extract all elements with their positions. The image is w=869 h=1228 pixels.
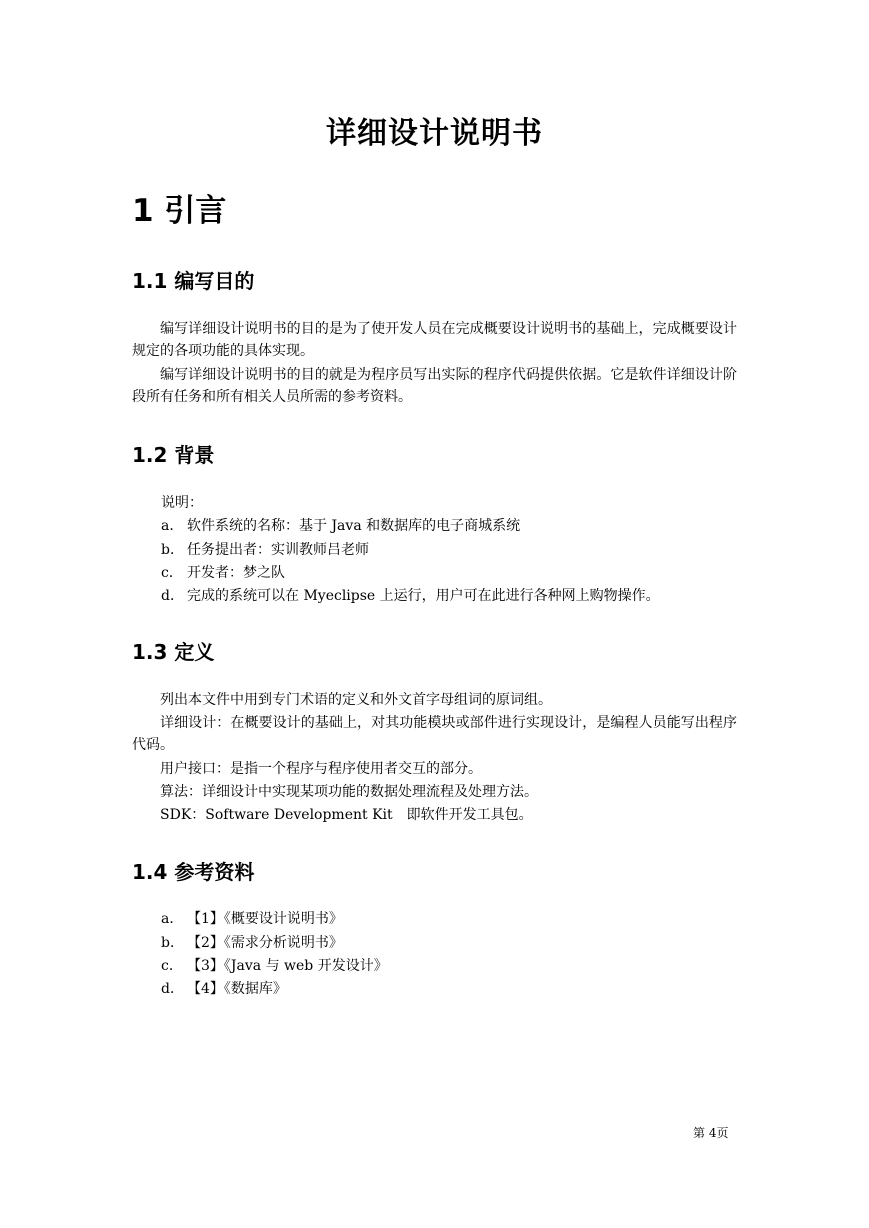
list-item-text: 【1】《概要设计说明书》 [187, 911, 343, 927]
list-item [161, 585, 660, 607]
list-marker: a． [161, 518, 184, 534]
paragraph: 详细设计：在概要设计的基础上，对其功能模块或部件进行实现设计，是编程人员能写出程序代码。 [132, 715, 737, 753]
list-item-text: 软件系统的名称：基于 Java 和数据库的电子商城系统 [187, 518, 521, 534]
list-marker: d． [161, 981, 184, 997]
paragraph: 编写详细设计说明书的目的是为了使开发人员在完成概要设计说明书的基础上，完成概要设计规定的各项功能的具体实现。 [132, 321, 737, 359]
section-heading-1-1: 1.1 编写目的 [132, 269, 255, 293]
section-heading-1-4: 1.4 参考资料 [132, 860, 255, 884]
list-item [161, 955, 388, 977]
list-item [161, 932, 343, 954]
list-marker: a． [161, 911, 184, 927]
list-item-text: 【3】《Java 与 web 开发设计》 [187, 958, 388, 974]
list-marker: b． [161, 935, 184, 951]
list-item-text: 【4】《数据库》 [187, 981, 287, 997]
document-title: 详细设计说明书 [326, 116, 543, 151]
list-item-text: 【2】《需求分析说明书》 [187, 935, 343, 951]
list-item-text: 任务提出者：实训教师吕老师 [187, 542, 369, 558]
background-intro: 说明： [161, 495, 203, 511]
paragraph: 算法：详细设计中实现某项功能的数据处理流程及处理方法。 [160, 784, 538, 800]
list-marker: c． [161, 565, 183, 581]
paragraph: 列出本文件中用到专门术语的定义和外文首字母组词的原词组。 [160, 692, 552, 708]
list-marker: c． [161, 958, 183, 974]
list-item [161, 515, 520, 537]
list-item-text: 完成的系统可以在 Myeclipse 上运行，用户可在此进行各种网上购物操作。 [187, 588, 660, 604]
section-heading-1-3: 1.3 定义 [132, 640, 215, 664]
list-marker: b． [161, 542, 184, 558]
paragraph: 用户接口：是指一个程序与程序使用者交互的部分。 [160, 761, 482, 777]
chapter-heading: 1 引言 [132, 193, 227, 229]
paragraph: SDK：Software Development Kit 即软件开发工具包。 [160, 807, 533, 823]
list-item [161, 539, 369, 561]
list-item [161, 978, 287, 1000]
list-item-text: 开发者：梦之队 [187, 565, 285, 581]
list-item [161, 562, 285, 584]
page-number: 第 4页 [693, 1126, 729, 1140]
list-marker: d． [161, 588, 184, 604]
section-heading-1-2: 1.2 背景 [132, 443, 215, 467]
list-item [161, 908, 343, 930]
paragraph: 编写详细设计说明书的目的就是为程序员写出实际的程序代码提供依据。它是软件详细设计阶段所有任务和所有相关人员所需的参考资料。 [132, 367, 737, 405]
